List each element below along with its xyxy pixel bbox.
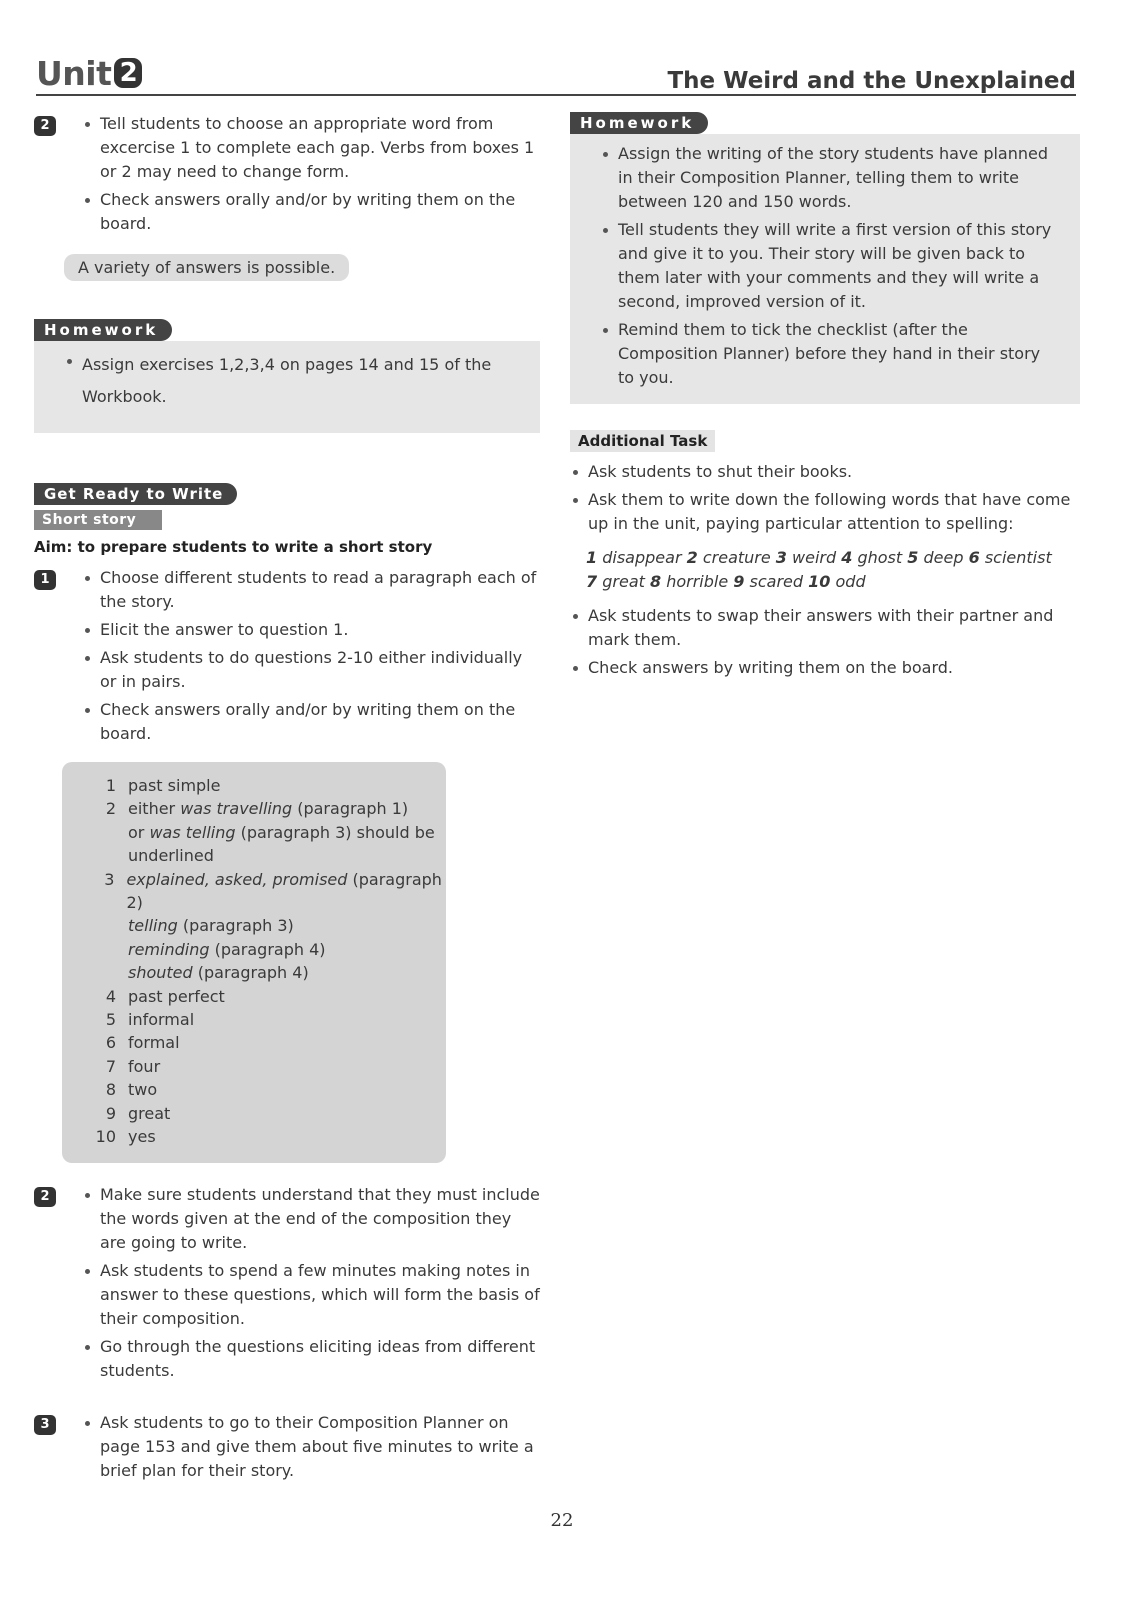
answer-text: past simple xyxy=(128,776,221,795)
answer-row xyxy=(86,844,446,867)
answer-row xyxy=(86,797,446,820)
answer-number: 3 xyxy=(104,869,115,889)
answer-number: 1 xyxy=(105,776,116,795)
word-number: 2 xyxy=(686,548,698,567)
answer-row xyxy=(86,985,446,1008)
answer-row xyxy=(86,1078,446,1101)
instruction-bullet: Ask students to do questions 2-10 either individually or in pairs. xyxy=(82,646,540,694)
section-tag: Get Ready to Write xyxy=(34,483,237,505)
instruction-bullet: Check answers orally and/or by writing them on the board. xyxy=(82,188,540,236)
answer-row xyxy=(86,1125,446,1148)
additional-task-heading: Additional Task xyxy=(570,430,715,452)
answer-text: explained, asked, promised (paragraph 2) xyxy=(126,869,442,913)
exercise-number-badge: 2 xyxy=(34,116,56,136)
answer-row xyxy=(86,868,446,915)
page-number: 22 xyxy=(550,1510,574,1531)
get-ready-section xyxy=(34,483,540,556)
answer-text: yes xyxy=(128,1127,156,1147)
instruction-bullet: Ask students to spend a few minutes making notes in answer to these questions, which will form the basis of their composition. xyxy=(82,1259,540,1331)
homework-bullet: Tell students they will write a first version of this story and give it to you. Their story will be given back to them later with your comments and they will write a second, improved version of it. xyxy=(600,218,1060,314)
spelling-word: deep xyxy=(923,548,964,567)
instruction-bullet: Choose different students to read a paragraph each of the story. xyxy=(82,566,540,614)
homework-bullet: Assign exercises 1,2,3,4 on pages 14 and 15 of the Workbook. xyxy=(64,349,520,413)
word-number: 4 xyxy=(841,548,853,567)
answer-number xyxy=(86,844,116,867)
homework-bullet: Assign the writing of the story students have planned in their Composition Planner, telling them to write between 120 and 150 words. xyxy=(600,142,1060,214)
task-bullet: Ask students to swap their answers with their partner and mark them. xyxy=(570,604,1080,652)
additional-task-section xyxy=(570,430,1080,680)
homework-tag: Homework xyxy=(570,112,708,134)
section-subtag: Short story xyxy=(34,510,162,530)
exercise-number-badge: 1 xyxy=(34,570,56,590)
spelling-word: ghost xyxy=(857,548,903,567)
unit-heading xyxy=(36,54,142,93)
right-column xyxy=(570,112,1080,684)
answer-number: 10 xyxy=(95,1127,116,1147)
instruction-bullet: Check answers orally and/or by writing them on the board. xyxy=(82,698,540,746)
spelling-word: great xyxy=(602,572,645,591)
answer-row xyxy=(86,961,446,984)
word-number: 3 xyxy=(775,548,787,567)
homework-tag: Homework xyxy=(34,319,172,341)
answer-text: past perfect xyxy=(128,986,225,1006)
instruction-bullet: Make sure students understand that they must include the words given at the end of the composition they are going to write. xyxy=(82,1183,540,1255)
word-number: 6 xyxy=(968,548,980,567)
aim-label: Aim: xyxy=(34,538,73,556)
answer-row xyxy=(86,938,446,961)
homework-bullet: Remind them to tick the checklist (after the Composition Planner) before they hand in their story to you. xyxy=(600,318,1060,390)
task-bullet: Check answers by writing them on the board. xyxy=(570,656,1080,680)
spelling-word: scientist xyxy=(984,548,1052,567)
exercise-number-badge: 3 xyxy=(34,1415,56,1435)
answer-text: formal xyxy=(128,1033,180,1053)
homework-box xyxy=(34,341,540,433)
spelling-word: scared xyxy=(749,572,804,591)
answer-number: 4 xyxy=(105,986,116,1006)
instruction-bullet: Tell students to choose an appropriate word from excercise 1 to complete each gap. Verbs from boxes 1 or 2 may need to change form. xyxy=(82,112,540,184)
word-list-line xyxy=(586,570,1080,594)
word-number: 9 xyxy=(733,572,745,591)
answer-row xyxy=(86,914,446,937)
homework-section xyxy=(34,319,540,433)
instruction-bullet: Go through the questions eliciting ideas from different students. xyxy=(82,1335,540,1383)
word-number: 10 xyxy=(808,572,831,591)
answer-text: or was telling (paragraph 3) should be xyxy=(128,822,435,842)
exercise-2-instructions xyxy=(34,112,540,236)
aim-line xyxy=(34,538,540,556)
answer-number: 8 xyxy=(105,1080,116,1100)
left-column xyxy=(34,112,540,1489)
answer-row xyxy=(86,1102,446,1125)
answer-text: telling (paragraph 3) xyxy=(128,916,294,936)
exercise-1-instructions xyxy=(34,566,540,746)
word-number: 1 xyxy=(586,548,598,567)
page-header xyxy=(36,52,1076,96)
answer-row xyxy=(86,1008,446,1031)
spelling-word: disappear xyxy=(602,548,682,567)
answer-number xyxy=(86,914,116,937)
task-bullet: Ask them to write down the following words that have come up in the unit, paying particular attention to spelling: xyxy=(570,488,1080,536)
answer-number: 2 xyxy=(105,799,116,819)
instruction-bullet: Ask students to go to their Composition Planner on page 153 and give them about five minutes to write a brief plan for their story. xyxy=(82,1411,540,1483)
answer-number: 7 xyxy=(105,1056,116,1076)
answer-row xyxy=(86,1055,446,1078)
word-number: 8 xyxy=(649,572,662,591)
answer-number: 6 xyxy=(105,1033,116,1053)
answer-row xyxy=(86,821,446,844)
answer-text: underlined xyxy=(128,846,214,866)
exercise-2-instructions xyxy=(34,1183,540,1383)
exercise-number-badge: 2 xyxy=(34,1187,56,1207)
answer-note: A variety of answers is possible. xyxy=(64,254,349,281)
homework-box xyxy=(570,134,1080,404)
answer-number: 9 xyxy=(105,1103,116,1123)
aim-text: to prepare students to write a short story xyxy=(77,538,433,556)
unit-label: Unit xyxy=(36,54,112,93)
homework-section xyxy=(570,112,1080,404)
word-list-line xyxy=(586,546,1080,570)
word-number: 7 xyxy=(586,572,598,591)
word-number: 5 xyxy=(907,548,919,567)
answer-key-box xyxy=(62,762,446,1163)
instruction-bullet: Elicit the answer to question 1. xyxy=(82,618,540,642)
task-bullet: Ask students to shut their books. xyxy=(570,460,1080,484)
answer-text: shouted (paragraph 4) xyxy=(128,963,309,983)
answer-number: 5 xyxy=(105,1010,116,1030)
answer-text: four xyxy=(128,1056,161,1076)
answer-text: informal xyxy=(128,1010,195,1030)
unit-number-badge: 2 xyxy=(114,58,142,88)
answer-number xyxy=(86,821,116,844)
spelling-word: odd xyxy=(835,572,866,591)
spelling-word-list xyxy=(586,546,1080,594)
answer-row xyxy=(86,1031,446,1054)
exercise-3-instructions xyxy=(34,1411,540,1483)
spelling-word: creature xyxy=(702,548,771,567)
unit-title: The Weird and the Unexplained xyxy=(667,68,1076,94)
answer-number xyxy=(86,961,116,984)
answer-text: reminding (paragraph 4) xyxy=(128,939,326,959)
answer-number xyxy=(86,938,116,961)
answer-text: great xyxy=(128,1103,171,1123)
answer-text: either was travelling (paragraph 1) xyxy=(128,799,409,819)
spelling-word: weird xyxy=(792,548,837,567)
answer-row xyxy=(86,774,446,797)
spelling-word: horrible xyxy=(666,572,729,591)
answer-text: two xyxy=(128,1080,158,1100)
